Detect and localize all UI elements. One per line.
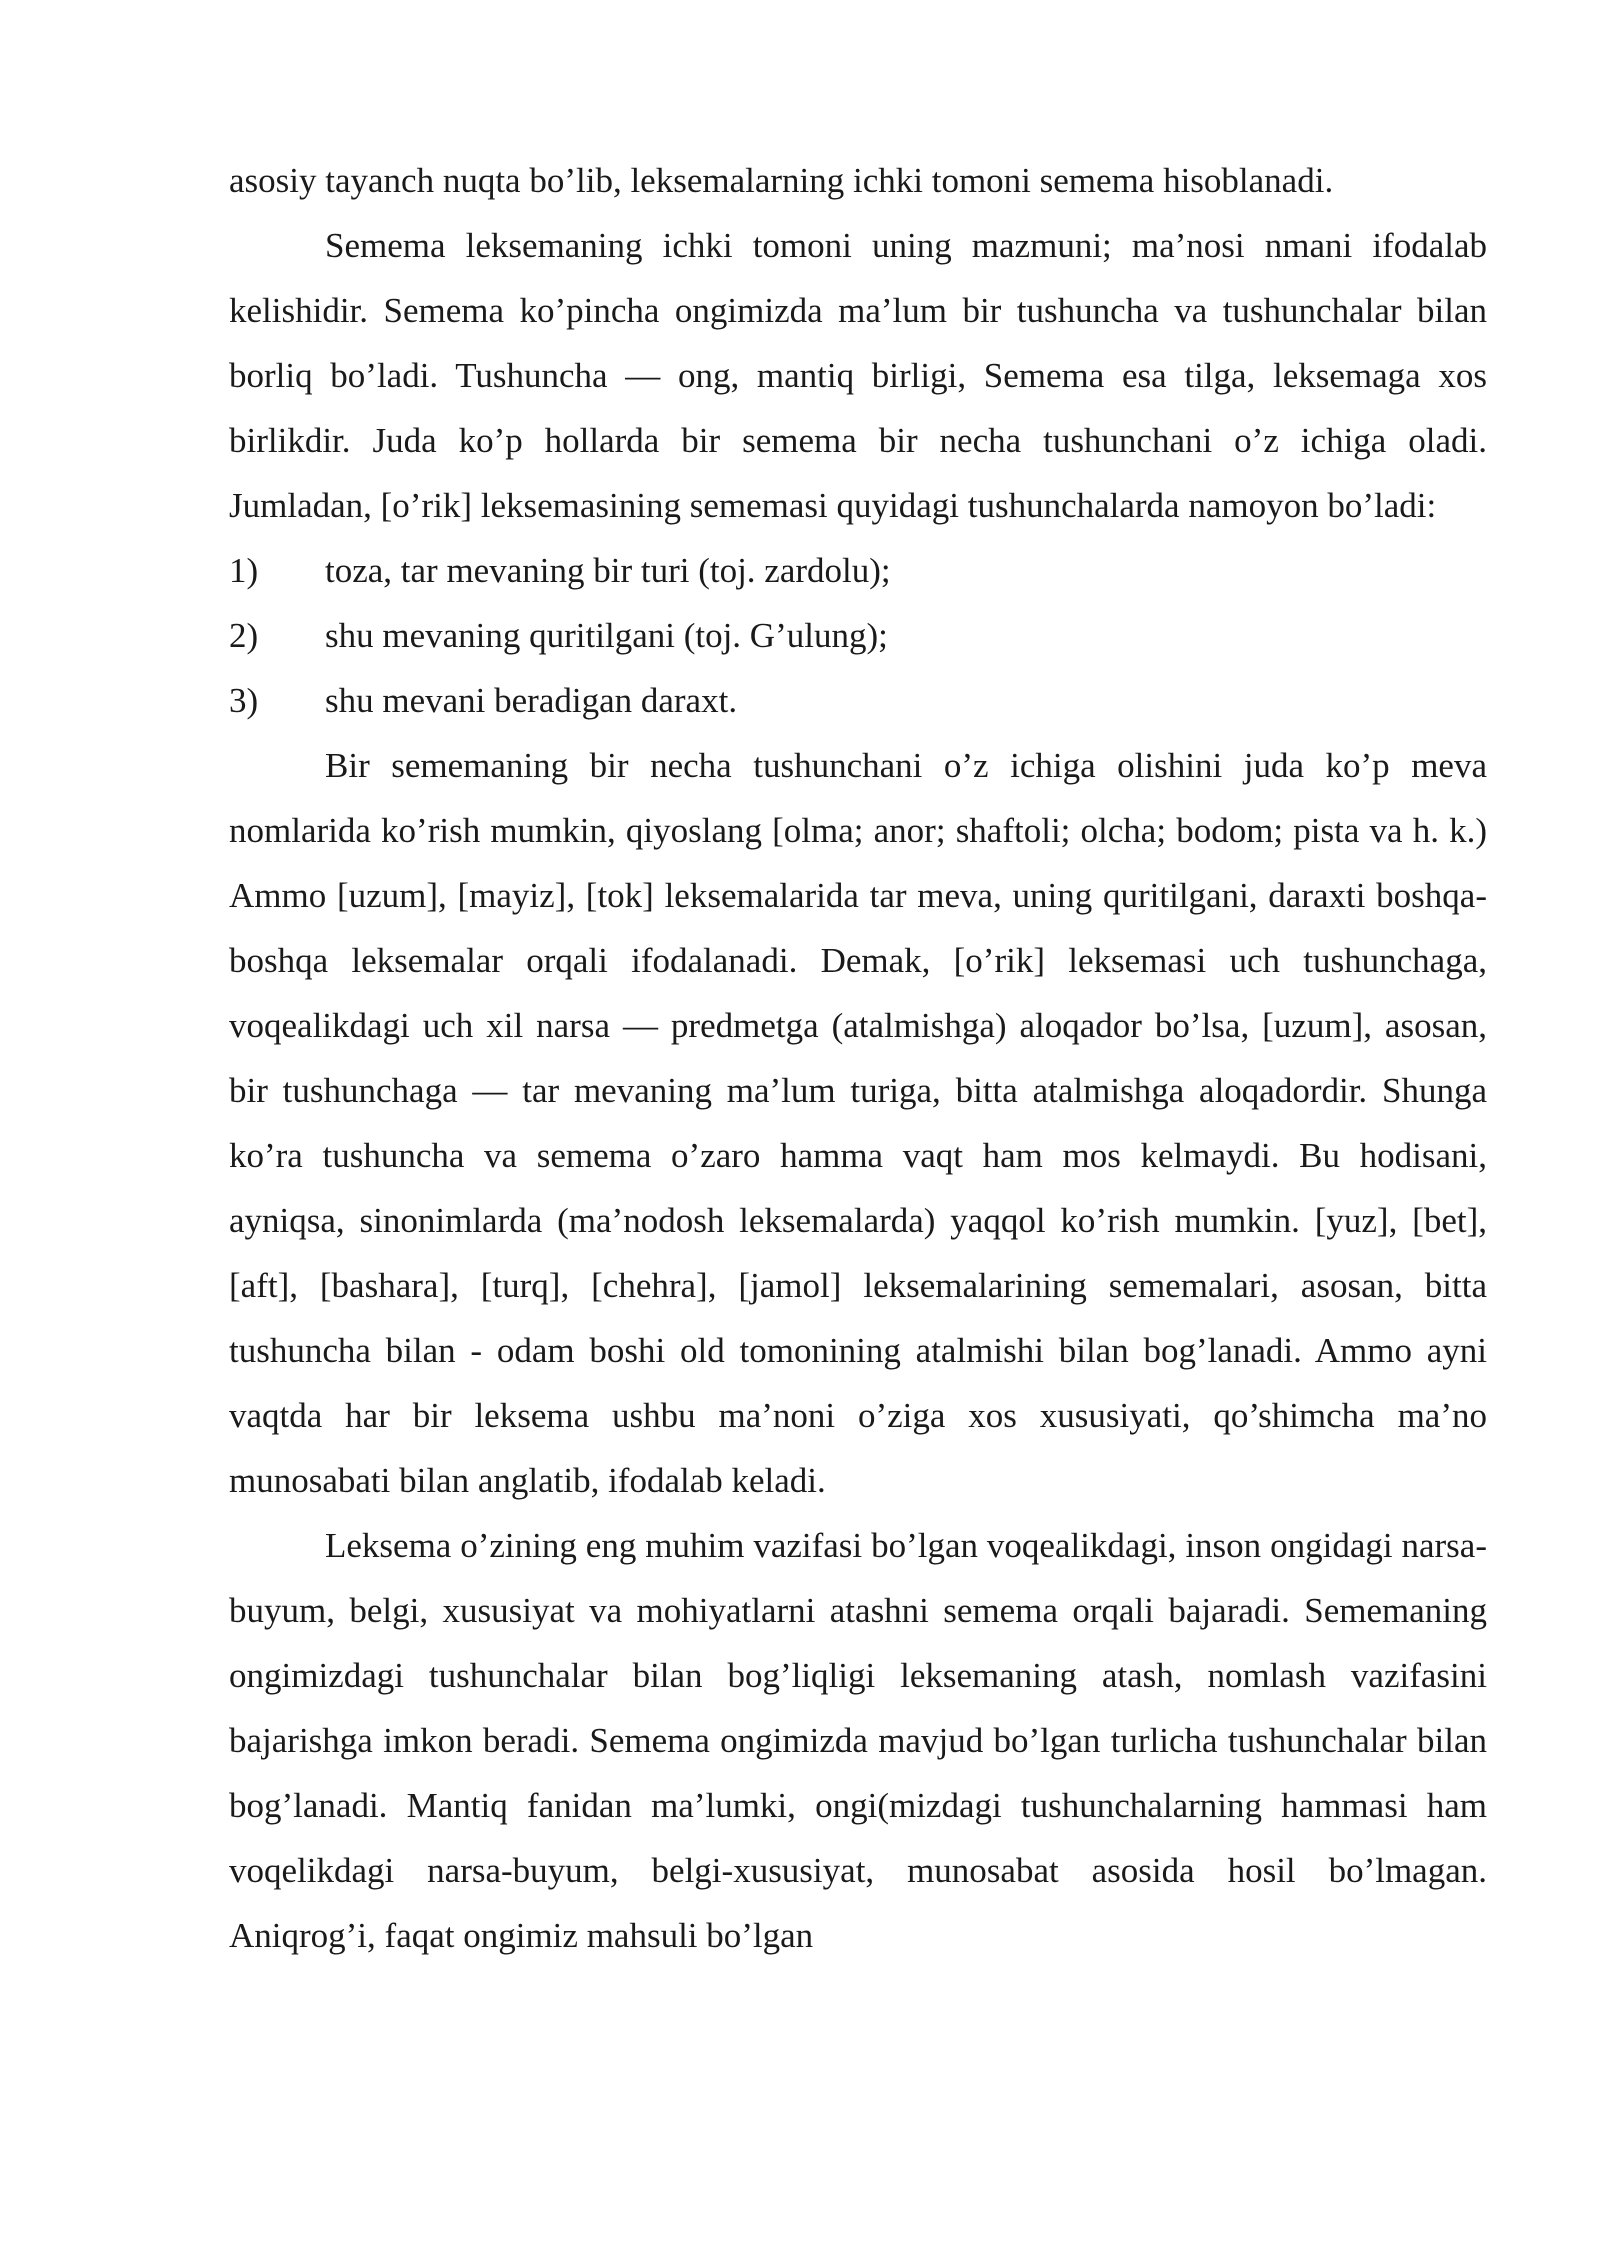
list-item-number: 3) bbox=[229, 681, 259, 720]
paragraph-semema-definition: Semema leksemaning ichki tomoni uning mazmuni; ma’nosi nmani ifodalab kelishidir. Semema ko’pincha ongimizda ma’lum bir tushuncha va tushunchalar bilan borliq bo’ladi. Tushuncha — ong, mantiq birligi, Semema esa tilga, leksemaga xos birlikdir. Juda ko’p hollarda bir semema bir necha tushunchani o’z ichiga oladi. Jumladan, [o’rik] leksemasining sememasi quyidagi tushunchalarda namoyon bo’ladi: bbox=[229, 226, 1487, 525]
list-item-text: toza, tar mevaning bir turi (toj. zardolu); bbox=[325, 551, 891, 590]
paragraph-leksema-function: Leksema o’zining eng muhim vazifasi bo’lgan voqealikdagi, inson ongidagi narsa-buyum, belgi, xususiyat va mohiyatlarni atashni semema orqali bajaradi. Sememaning ongimizdagi tushunchalar bilan bog’liqligi leksemaning atash, nomlash vazifasini bajarishga imkon beradi. Semema ongimizda mavjud bo’lgan turlicha tushunchalar bilan bog’lanadi. Mantiq fanidan ma’lumki, ongi(mizdagi tushunchalarning hammasi ham voqelikdagi narsa-buyum, belgi-xususiyat, munosabat asosida hosil bo’lmagan. Aniqrog’i, faqat ongimiz mahsuli bo’lgan bbox=[229, 1526, 1487, 1955]
list-item-number: 1) bbox=[229, 551, 259, 590]
list-item bbox=[229, 538, 1487, 603]
paragraph-fruit-names: Bir sememaning bir necha tushunchani o’z ichiga olishini juda ko’p meva nomlarida ko’rish mumkin, qiyoslang [olma; anor; shaftoli; olcha; bodom; pista va h. k.) Ammo [uzum], [mayiz], [tok] leksemalarida tar meva, uning quritilgani, daraxti boshqa-boshqa leksemalar orqali ifodalanadi. Demak, [o’rik] leksemasi uch tushunchaga, voqealikdagi uch xil narsa — predmetga (atalmishga) aloqador bo’lsa, [uzum], asosan, bir tushunchaga — tar mevaning ma’lum turiga, bitta atalmishga aloqadordir. Shunga ko’ra tushuncha va semema o’zaro hamma vaqt ham mos kelmaydi. Bu hodisani, ayniqsa, sinonimlarda (ma’nodosh leksemalarda) yaqqol ko’rish mumkin. [yuz], [bet], [aft], [bashara], [turq], [chehra], [jamol] leksemalarining sememalari, asosan, bitta tushuncha bilan - odam boshi old tomonining atalmishi bilan bog’lanadi. Ammo ayni vaqtda har bir leksema ushbu ma’noni o’ziga xos xususiyati, qo’shimcha ma’no munosabati bilan anglatib, ifodalab keladi. bbox=[229, 746, 1487, 1500]
list-item bbox=[229, 603, 1487, 668]
list-item-number: 2) bbox=[229, 616, 259, 655]
list-item-text: shu mevani beradigan daraxt. bbox=[325, 681, 738, 720]
list-item bbox=[229, 668, 1487, 733]
list-item-text: shu mevaning quritilgani (toj. G’ulung); bbox=[325, 616, 888, 655]
numbered-list bbox=[229, 538, 1487, 733]
document-page bbox=[229, 148, 1487, 1968]
paragraph-continuation: asosiy tayanch nuqta bo’lib, leksemalarning ichki tomoni semema hisoblanadi. bbox=[229, 161, 1334, 200]
